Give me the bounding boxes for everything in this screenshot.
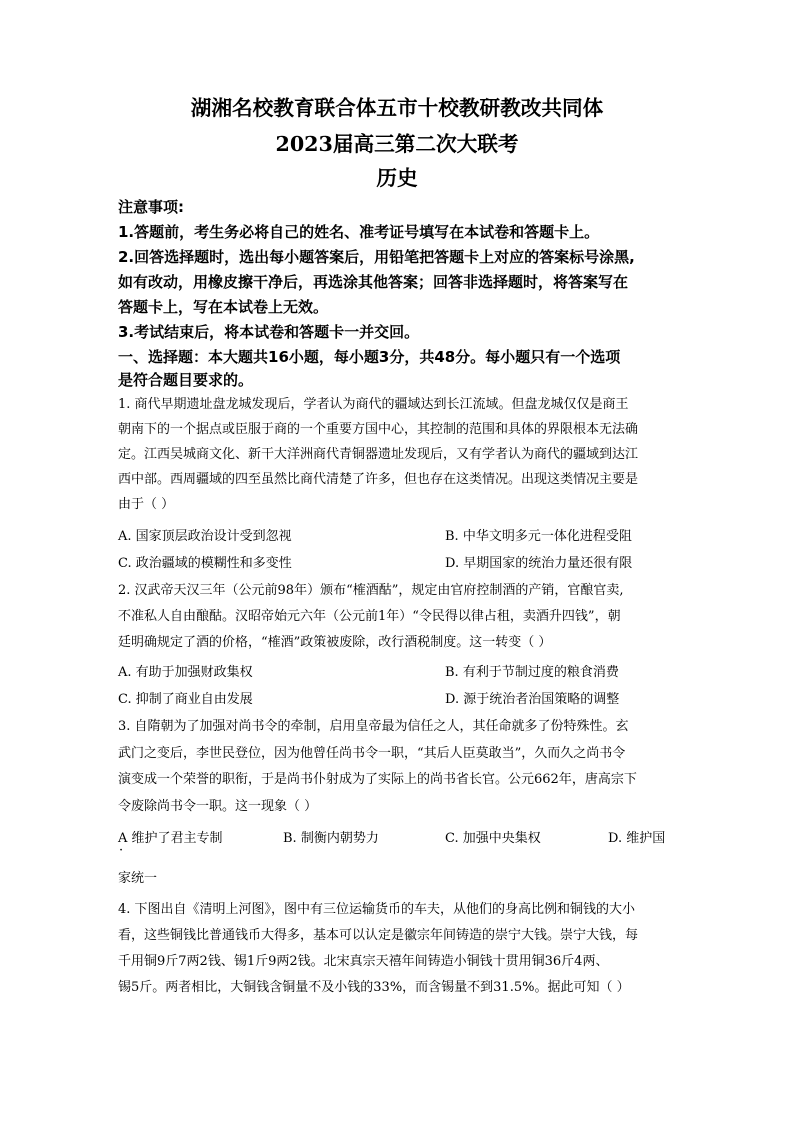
q1-option-b: B. 中华文明多元一体化进程受阻: [445, 529, 632, 544]
q2-text-line-2: 不准私人自由酿酤。汉昭帝始元六年（公元前1年）“令民得以律占租，卖酒升四钱”，朝: [118, 609, 621, 624]
q3-text-line-1: 3. 自隋朝为了加强对尚书令的牵制，启用皇帝最为信任之人，其任命就多了份特殊性。玄: [118, 719, 629, 734]
q3-option-c: C. 加强中央集权: [445, 831, 541, 846]
q4-text-line-1: 4. 下图出自《清明上河图》，图中有三位运输货币的车夫，从他们的身高比例和铜钱的大小: [118, 902, 636, 917]
section-heading-line-2: 是符合题目要求的。: [118, 371, 254, 389]
subject-title: 历史: [376, 166, 418, 190]
q4-text-line-2: 看，这些铜钱比普通钱币大得多，基本可以认定是徽宗年间铸造的崇宁大钱。崇宁大钱，每: [118, 928, 639, 943]
q3-option-b: B. 制衡内朝势力: [283, 831, 379, 846]
notice-line-4: 答题卡上，写在本试卷上无效。: [118, 298, 329, 316]
q1-option-a: A. 国家顶层政治设计受到忽视: [118, 529, 292, 544]
q1-text-line-2: 朝南下的一个据点或臣服于商的一个重要方国中心，其控制的范围和具体的界限根本无法确: [118, 422, 639, 437]
q2-option-b: B. 有利于节制过度的粮食消费: [445, 665, 619, 680]
q4-text-line-3: 千用铜9斤7两2钱、锡1斤9两2钱。北宋真宗天禧年间铸造小铜钱十贯用铜36斤4两、: [118, 954, 609, 969]
q1-option-c: C. 政治疆域的模糊性和多变性: [118, 556, 292, 571]
notice-line-2: 2.回答选择题时，选出每小题答案后，用铅笔把答题卡上对应的答案标号涂黑,: [118, 248, 635, 266]
q2-text-line-3: 廷明确规定了酒的价格，“榷酒”政策被废除，改行酒税制度。这一转变（ ）: [118, 635, 552, 650]
q3-text-line-2: 武门之变后，李世民登位，因为他曾任尚书令一职，“其后人臣莫敢当”，久而久之尚书令: [118, 746, 626, 761]
q1-text-line-5: 由于（ ）: [118, 497, 175, 512]
notice-line-3: 如有改动，用橡皮擦干净后，再选涂其他答案；回答非选择题时，将答案写在: [118, 273, 629, 291]
q3-option-a: A 维护了君主专制: [118, 831, 223, 846]
q3-text-line-4: 令废除尚书令一职。这一现象（ ）: [118, 799, 318, 814]
q4-text-line-4: 锡5斤。两者相比，大铜钱含铜量不及小钱的33%，而含锡量不到31.5%。据此可知（ ）: [118, 980, 630, 995]
q2-option-a: A. 有助于加强财政集权: [118, 665, 253, 680]
q2-option-d: D. 源于统治者治国策略的调整: [445, 692, 620, 707]
notice-line-1: 1.答题前，考生务必将自己的姓名、准考证号填写在本试卷和答题卡上。: [118, 223, 600, 241]
exam-title-line-1: 湖湘名校教育联合体五市十校教研教改共同体: [190, 96, 604, 120]
exam-title-line-2: 2023届高三第二次大联考: [275, 132, 519, 156]
notice-heading: 注意事项:: [118, 198, 184, 216]
q3-option-d: D. 维护国: [608, 831, 666, 846]
q3-text-line-3: 演变成一个荣誉的职衔，于是尚书仆射成为了实际上的尚书省长官。公元662年，唐高宗下: [118, 772, 637, 787]
q1-option-d: D. 早期国家的统治力量还很有限: [445, 556, 633, 571]
q3-option-d-continued: 家统一: [118, 871, 158, 886]
notice-line-5: 3.考试结束后，将本试卷和答题卡一并交回。: [118, 323, 420, 341]
section-heading-line-1: 一、选择题：本大题共16小题，每小题3分，共48分。每小题只有一个选项: [118, 348, 621, 366]
q1-text-line-3: 定。江西吴城商文化、新干大洋洲商代青铜器遗址发现后，又有学者认为商代的疆域到达江: [118, 447, 639, 462]
q2-text-line-1: 2. 汉武帝天汉三年（公元前98年）颁布“榷酒酤”，规定由官府控制酒的产销，官酿官卖,: [118, 583, 624, 598]
q1-text-line-4: 西中部。西周疆域的四至虽然比商代清楚了许多，但也存在这类情况。出现这类情况主要是: [118, 472, 639, 487]
q2-option-c: C. 抑制了商业自由发展: [118, 692, 253, 707]
q3-option-a-dot: ·: [119, 843, 124, 858]
q1-text-line-1: 1. 商代早期遗址盘龙城发现后，学者认为商代的疆域达到长江流域。但盘龙城仅仅是商王: [118, 397, 629, 412]
